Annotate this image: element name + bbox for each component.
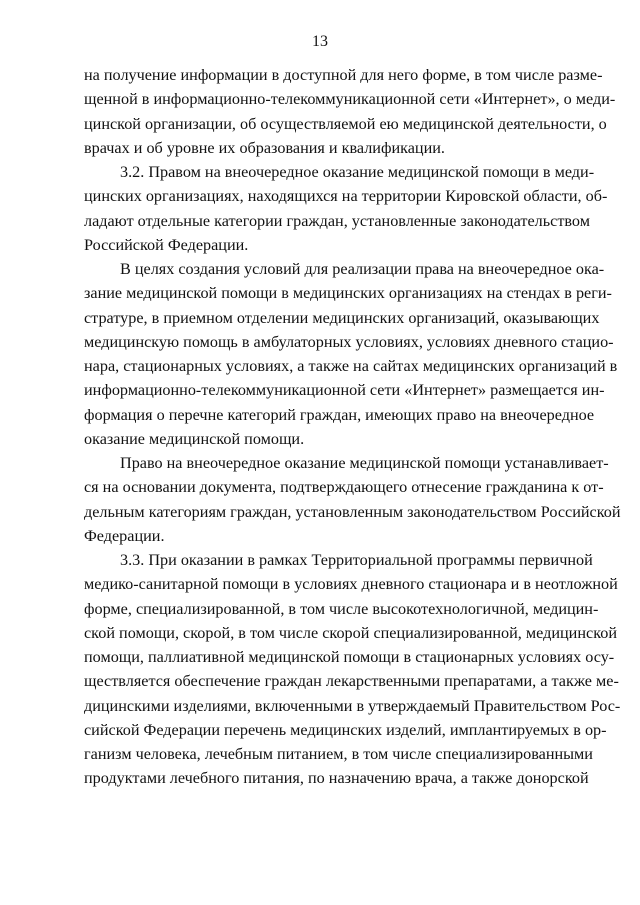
text-line: информационно-телекоммуникационной сети «Интернет» размещается ин- [84, 381, 605, 400]
paragraph [84, 451, 621, 548]
text-line: 3.3. При оказании в рамках Территориальной программы первичной [120, 551, 593, 569]
paragraph [84, 63, 616, 160]
text-line: цинских организациях, находящихся на территории Кировской области, об- [84, 187, 608, 206]
paragraph [84, 257, 618, 451]
text-line: продуктами лечебного питания, по назначению врача, а также донорской [84, 769, 589, 788]
text-line: дельным категориям граждан, установленным законодательством Российской [84, 502, 621, 521]
document-body [84, 63, 621, 791]
text-line: помощи, паллиативной медицинской помощи в стационарных условиях осу- [84, 648, 615, 666]
text-line: врачах и об уровне их образования и квалификации. [84, 138, 445, 157]
text-line: Право на внеочередное оказание медицинской помощи устанавливает- [120, 454, 609, 472]
text-line: зание медицинской помощи в медицинских организациях на стендах в реги- [84, 284, 612, 303]
text-line: ся на основании документа, подтверждающего отнесение гражданина к от- [84, 478, 604, 497]
text-line: стратуре, в приемном отделении медицинских организаций, оказывающих [84, 308, 600, 327]
text-line: сийской Федерации перечень медицинских изделий, имплантируемых в ор- [84, 720, 607, 739]
page-number: 13 [312, 33, 328, 50]
text-line: нара, стационарных условиях, а также на сайтах медицинских организаций в [84, 357, 618, 375]
text-line: форме, специализированной, в том числе высокотехнологичной, медицин- [84, 599, 599, 618]
text-line: щенной в информационно-телекоммуникационной сети «Интернет», о меди- [84, 90, 616, 109]
text-line: формация о перечне категорий граждан, имеющих право на внеочередное [84, 405, 595, 424]
text-line: Федерации. [84, 526, 165, 545]
text-line: ской помощи, скорой, в том числе скорой специализированной, медицинской [84, 623, 617, 642]
text-line: цинской организации, об осуществляемой ею медицинской деятельности, о [84, 114, 607, 133]
text-line: медицинскую помощь в амбулаторных условиях, условиях дневного стацио- [84, 332, 614, 351]
text-line: ганизм человека, лечебным питанием, в том числе специализированными [84, 745, 593, 763]
text-line: Российской Федерации. [84, 235, 249, 254]
text-line: ладают отдельные категории граждан, установленные законодательством [84, 211, 590, 230]
text-line: ществляется обеспечение граждан лекарственными препаратами, а также ме- [84, 672, 619, 691]
text-line: дицинскими изделиями, включенными в утверждаемый Правительством Рос- [84, 696, 621, 715]
text-line: В целях создания условий для реализации права на внеочередное ока- [120, 260, 605, 278]
paragraph [84, 548, 621, 791]
paragraph [84, 160, 608, 257]
text-line: медико-санитарной помощи в условиях дневного стационара и в неотложной [84, 575, 618, 594]
text-line: на получение информации в доступной для него форме, в том числе разме- [84, 66, 603, 84]
text-line: оказание медицинской помощи. [84, 429, 305, 448]
text-line: 3.2. Правом на внеочередное оказание медицинской помощи в меди- [120, 163, 595, 181]
